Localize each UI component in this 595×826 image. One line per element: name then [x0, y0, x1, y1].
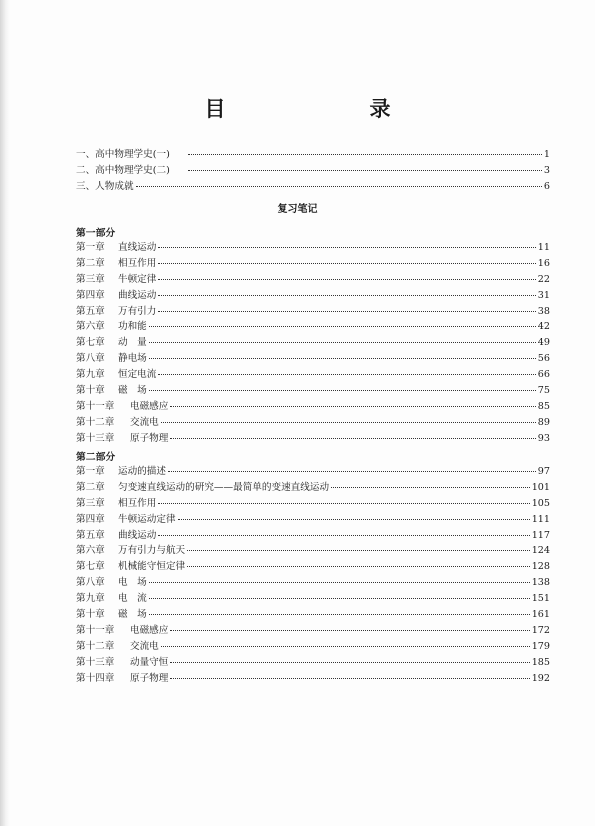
- toc-entry-page: 93: [537, 432, 550, 444]
- page-binding-edge: [0, 0, 10, 826]
- chapter-title: 交流电: [130, 416, 159, 428]
- chapter-number: 第十二章: [76, 640, 115, 652]
- toc-entry[interactable]: [76, 654, 550, 670]
- chapter-number: 第七章: [76, 561, 105, 573]
- dot-leader: [187, 550, 530, 551]
- dot-leader: [161, 422, 536, 423]
- chapter-title: 曲线运动: [118, 529, 157, 541]
- part-one-list: [76, 225, 550, 446]
- chapter-number: 第三章: [76, 497, 105, 509]
- toc-entry[interactable]: [76, 590, 550, 606]
- dot-leader: [158, 295, 535, 296]
- chapter-title: 恒定电流: [118, 369, 157, 381]
- chapter-number: 第五章: [76, 529, 105, 541]
- chapter-title: 曲线运动: [118, 289, 157, 301]
- chapter-number: 第四章: [76, 289, 105, 301]
- dot-leader: [149, 326, 536, 327]
- part-two-list: [76, 449, 550, 685]
- toc-entry-page: 22: [537, 273, 550, 285]
- toc-entry[interactable]: [76, 255, 550, 271]
- dot-leader: [149, 614, 530, 615]
- chapter-number: 第十四章: [76, 672, 115, 684]
- dot-leader: [331, 487, 530, 488]
- toc-entry[interactable]: [76, 542, 550, 558]
- toc-entry-page: 151: [531, 593, 550, 605]
- chapter-number: 第三章: [76, 273, 105, 285]
- dot-leader: [170, 630, 529, 631]
- chapter-title: 原子物理: [130, 672, 169, 684]
- toc-entry-page: 42: [537, 321, 550, 333]
- toc-entry-page: 85: [537, 400, 550, 412]
- chapter-title: 交流电: [130, 640, 159, 652]
- toc-entry[interactable]: [76, 334, 550, 350]
- chapter-number: 第六章: [76, 545, 105, 557]
- toc-entry-page: 138: [531, 577, 550, 589]
- chapter-title: 电磁感应: [130, 400, 169, 412]
- toc-entry[interactable]: [76, 146, 550, 162]
- toc-entry[interactable]: [76, 239, 550, 255]
- chapter-number: 第一章: [76, 466, 105, 477]
- chapter-title: 万有引力与航天: [118, 545, 186, 557]
- dot-leader: [158, 279, 535, 280]
- toc-entry[interactable]: [76, 622, 550, 638]
- part-heading: 第一部分: [76, 228, 116, 239]
- toc-entry-page: 11: [537, 242, 550, 253]
- dot-leader: [158, 263, 535, 264]
- toc-entry-page: 75: [537, 385, 550, 397]
- chapter-number: 第十三章: [76, 432, 115, 444]
- dot-leader: [188, 170, 542, 171]
- toc-entry-page: 192: [531, 672, 550, 684]
- toc-entry[interactable]: [76, 574, 550, 590]
- toc-entry[interactable]: [76, 287, 550, 303]
- chapter-title: 电 流: [118, 593, 147, 605]
- toc-entry-page: 3: [543, 165, 550, 176]
- chapter-number: 第八章: [76, 577, 105, 589]
- dot-leader: [149, 358, 536, 359]
- toc-entry-page: 38: [537, 305, 550, 317]
- chapter-title: 机械能守恒定律: [118, 561, 186, 573]
- chapter-title: 直线运动: [118, 242, 157, 253]
- chapter-title: 匀变速直线运动的研究——最简单的变速直线运动: [118, 481, 330, 493]
- toc-entry[interactable]: [76, 414, 550, 430]
- dot-leader: [158, 374, 535, 375]
- toc-entry[interactable]: [76, 606, 550, 622]
- chapter-number: 第一章: [76, 242, 105, 253]
- dot-leader: [188, 154, 542, 155]
- chapter-title: 原子物理: [130, 432, 169, 444]
- toc-entry-page: 66: [537, 369, 550, 381]
- toc-entry-page: 97: [537, 466, 550, 477]
- chapter-number: 第十一章: [76, 400, 115, 412]
- toc-entry-page: 111: [531, 513, 550, 525]
- toc-entry-label: 二、高中物理学史(二): [76, 165, 170, 176]
- toc-entry-page: 185: [531, 656, 550, 668]
- dot-leader: [149, 582, 530, 583]
- toc-entry-page: 31: [537, 289, 550, 301]
- toc-entry-page: 89: [537, 416, 550, 428]
- chapter-number: 第八章: [76, 353, 105, 365]
- toc-entry-page: 161: [531, 609, 550, 621]
- page-title: 目 录: [204, 97, 425, 121]
- chapter-number: 第六章: [76, 321, 105, 333]
- toc-entry[interactable]: [76, 350, 550, 366]
- chapter-title: 相互作用: [118, 497, 157, 509]
- toc-entry[interactable]: [76, 511, 550, 527]
- dot-leader: [149, 390, 536, 391]
- toc-entry[interactable]: [76, 430, 550, 446]
- toc-entry-page: 56: [537, 353, 550, 365]
- toc-entry-label: 三、人物成就: [76, 181, 134, 192]
- dot-leader: [170, 662, 529, 663]
- chapter-number: 第二章: [76, 481, 105, 493]
- intro-list: [76, 146, 550, 194]
- dot-leader: [170, 406, 535, 407]
- toc-entry-page: 124: [531, 545, 550, 557]
- chapter-title: 运动的描述: [118, 466, 166, 477]
- toc-entry[interactable]: [76, 558, 550, 574]
- chapter-title: 功和能: [118, 321, 147, 333]
- toc-entry-page: 117: [531, 529, 550, 541]
- chapter-title: 磁 场: [118, 385, 147, 397]
- toc-entry[interactable]: [76, 382, 550, 398]
- toc-entry-label: 一、高中物理学史(一): [76, 149, 170, 160]
- chapter-title: 万有引力: [118, 305, 157, 317]
- chapter-title: 牛顿定律: [118, 273, 157, 285]
- chapter-number: 第四章: [76, 513, 105, 525]
- chapter-title: 磁 场: [118, 609, 147, 621]
- dot-leader: [170, 678, 529, 679]
- section-heading: 复习笔记: [277, 204, 318, 215]
- toc-entry-page: 128: [531, 561, 550, 573]
- dot-leader: [161, 646, 530, 647]
- toc-entry[interactable]: [76, 495, 550, 511]
- toc-entry[interactable]: [76, 463, 550, 479]
- dot-leader: [187, 566, 530, 567]
- toc-entry-page: 1: [543, 149, 550, 160]
- chapter-title: 动 量: [118, 337, 147, 349]
- chapter-title: 电 场: [118, 577, 147, 589]
- toc-entry-page: 105: [531, 497, 550, 509]
- toc-entry-page: 49: [537, 337, 550, 349]
- toc-entry-page: 16: [537, 257, 550, 269]
- dot-leader: [158, 535, 529, 536]
- toc-entry[interactable]: [76, 670, 550, 686]
- toc-entry-page: 6: [543, 181, 550, 192]
- dot-leader: [149, 598, 530, 599]
- chapter-title: 相互作用: [118, 257, 157, 269]
- dot-leader: [149, 342, 536, 343]
- chapter-number: 第十二章: [76, 416, 115, 428]
- toc-entry[interactable]: [76, 162, 550, 178]
- chapter-title: 动量守恒: [130, 656, 169, 668]
- part-heading: 第二部分: [76, 452, 116, 463]
- chapter-number: 第十章: [76, 609, 105, 621]
- toc-entry[interactable]: [76, 638, 550, 654]
- toc-entry[interactable]: [76, 527, 550, 543]
- dot-leader: [158, 503, 529, 504]
- chapter-number: 第十三章: [76, 656, 115, 668]
- toc-entry[interactable]: [76, 178, 550, 194]
- toc-entry-page: 172: [531, 624, 550, 636]
- chapter-number: 第十一章: [76, 624, 115, 636]
- dot-leader: [168, 471, 536, 472]
- toc-entry[interactable]: [76, 303, 550, 319]
- chapter-number: 第九章: [76, 369, 105, 381]
- chapter-number: 第五章: [76, 305, 105, 317]
- chapter-number: 第十章: [76, 385, 105, 397]
- chapter-title: 电磁感应: [130, 624, 169, 636]
- toc-entry[interactable]: [76, 479, 550, 495]
- toc-entry[interactable]: [76, 318, 550, 334]
- dot-leader: [158, 247, 535, 248]
- toc-entry-page: 101: [531, 481, 550, 493]
- chapter-title: 静电场: [118, 353, 147, 365]
- toc-entry[interactable]: [76, 366, 550, 382]
- dot-leader: [158, 311, 535, 312]
- toc-entry[interactable]: [76, 271, 550, 287]
- toc-entry-page: 179: [531, 640, 550, 652]
- chapter-number: 第二章: [76, 257, 105, 269]
- chapter-number: 第七章: [76, 337, 105, 349]
- chapter-number: 第九章: [76, 593, 105, 605]
- toc-entry[interactable]: [76, 398, 550, 414]
- chapter-title: 牛顿运动定律: [118, 513, 176, 525]
- dot-leader: [170, 438, 535, 439]
- dot-leader: [136, 186, 542, 187]
- dot-leader: [178, 519, 530, 520]
